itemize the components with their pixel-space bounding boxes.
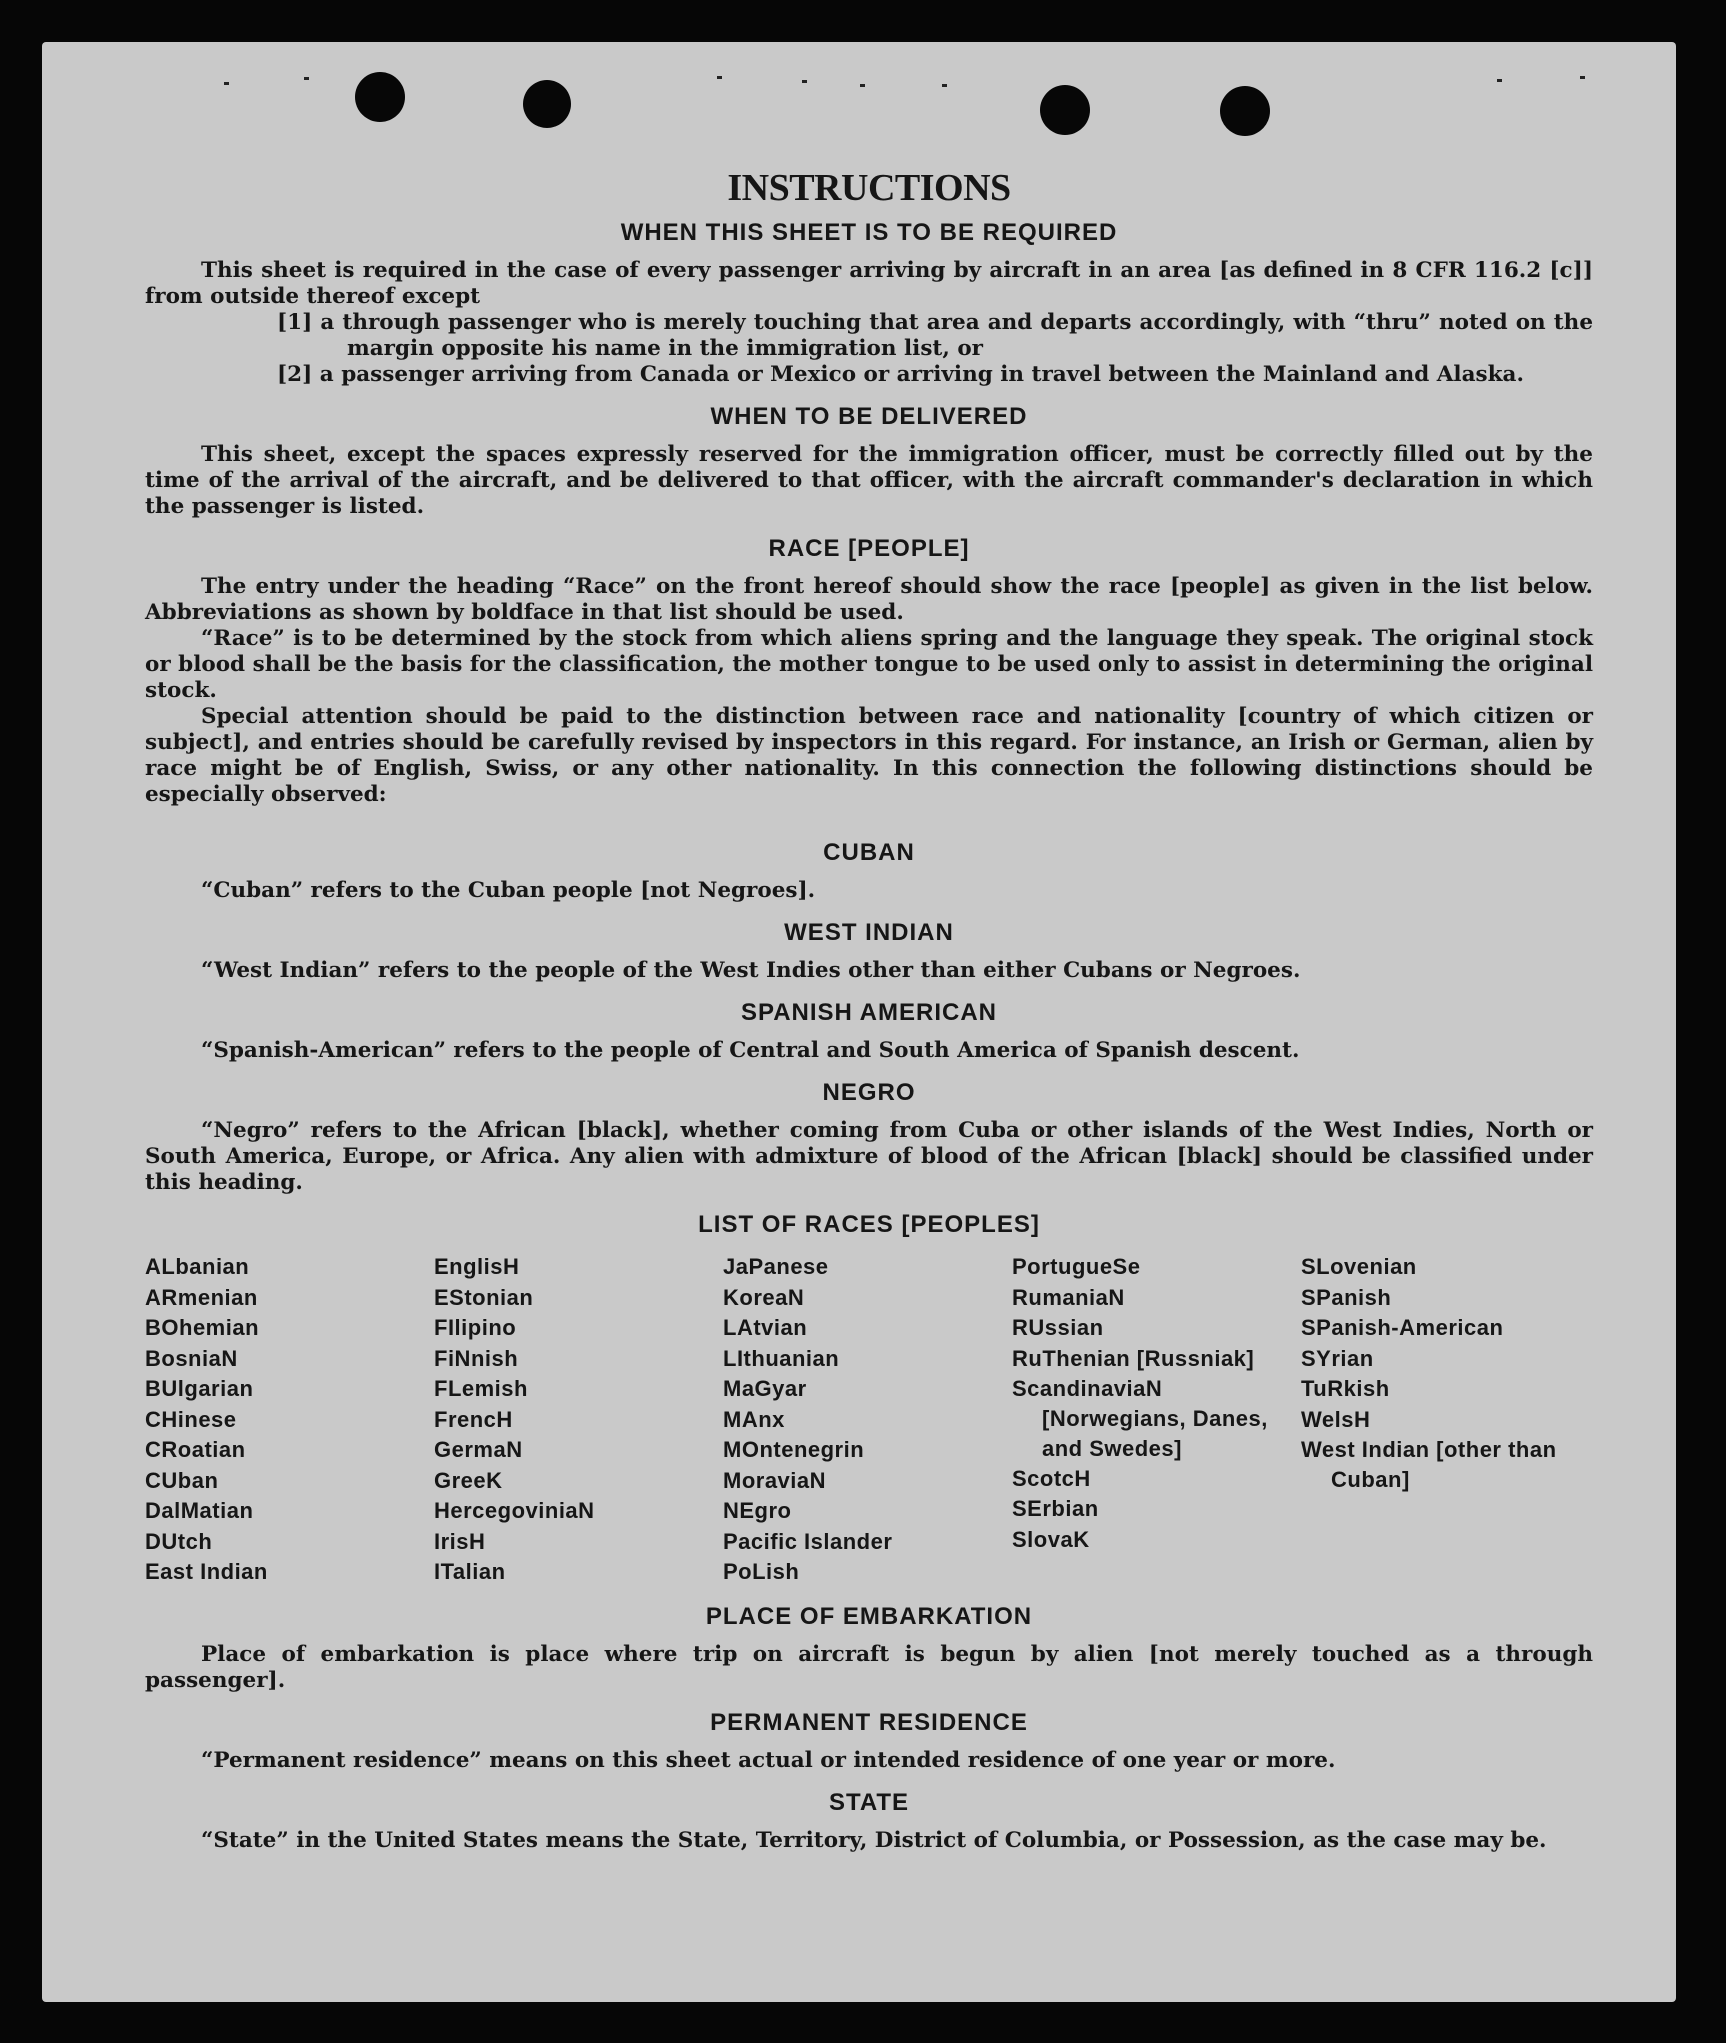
paragraph-cuban: “Cuban” refers to the Cuban people [not Negroes]. (201, 878, 816, 903)
race-item: West Indian [other than Cuban] (1301, 1437, 1557, 1492)
races-column (434, 1252, 723, 1588)
document-content (145, 130, 1593, 1854)
heading-race: RACE [PEOPLE] (768, 535, 970, 562)
heading-place-of-embarkation: PLACE OF EMBARKATION (705, 1602, 1033, 1630)
list-item-exception-1: [1] a through passenger who is merely touching that area and departs accordingly, with “thru” noted on the margin opposite his name in the immigration list, or (277, 310, 1593, 361)
paragraph-required-intro: This sheet is required in the case of every passenger arriving by aircraft in an area [as defined in 8 CFR 116.2 [c]] from outside thereof except (145, 258, 1593, 309)
speck-mark (802, 80, 807, 83)
punch-hole (1220, 86, 1270, 136)
races-column (723, 1252, 1012, 1588)
race-item: CRoatian (145, 1437, 246, 1462)
heading-spanish-american: SPANISH AMERICAN (740, 999, 997, 1026)
race-item: RUssian (1012, 1315, 1104, 1340)
race-item: EStonian (434, 1284, 534, 1310)
list-item-exception-2: [2] a passenger arriving from Canada or Mexico or arriving in travel between the Mainland and Alaska. (277, 362, 1524, 387)
race-item: Pacific Islander (723, 1528, 893, 1554)
heading-when-delivered: WHEN TO BE DELIVERED (710, 403, 1028, 430)
paragraph-race-2: “Race” is to be determined by the stock from which aliens spring and the language they speak. The original stock or blood shall be the basis for the classification, the mother tongue to be used only to assist in determining the original stock. (145, 626, 1593, 703)
race-item: PortugueSe (1012, 1254, 1141, 1279)
speck-mark (1580, 76, 1585, 79)
races-list (145, 1252, 1593, 1588)
paragraph-residence: “Permanent residence” means on this sheet actual or intended residence of one year or more. (201, 1747, 1336, 1773)
race-item: SPanish-American (1301, 1315, 1504, 1340)
paragraph-west-indian: “West Indian” refers to the people of the West Indies other than either Cubans or Negroes. (201, 958, 1301, 983)
race-item: NEgro (723, 1498, 792, 1523)
race-item: RumaniaN (1012, 1284, 1125, 1310)
race-item: ALbanian (145, 1254, 250, 1279)
heading-list-of-races: LIST OF RACES [PEOPLES] (698, 1211, 1040, 1238)
race-item: ITalian (434, 1559, 506, 1584)
speck-mark (717, 76, 722, 79)
race-item: JaPanese (723, 1254, 829, 1279)
paragraph-negro: “Negro” refers to the African [black], whether coming from Cuba or other islands of the West Indies, North or South America, Europe, or Africa. Any alien with admixture of blood of the African [black] should be classified under this heading. (145, 1118, 1593, 1195)
race-item: CUban (145, 1467, 219, 1493)
race-item: MoraviaN (723, 1467, 827, 1493)
race-item: RuThenian [Russniak] (1012, 1345, 1255, 1371)
race-item: SPanish (1301, 1284, 1392, 1310)
race-item: LIthuanian (723, 1345, 840, 1371)
race-item: IrisH (434, 1528, 486, 1554)
race-item: KoreaN (723, 1284, 805, 1310)
heading-west-indian: WEST INDIAN (784, 919, 954, 946)
race-item: SYrian (1301, 1345, 1374, 1371)
race-item: LAtvian (723, 1315, 808, 1340)
race-item: FIlipino (434, 1315, 517, 1340)
race-item: FiNnish (434, 1345, 519, 1371)
race-item: MaGyar (723, 1376, 807, 1401)
race-item: ScandinaviaN [Norwegians, Danes, and Swedes] (1012, 1375, 1268, 1461)
race-item: GreeK (434, 1467, 503, 1493)
heading-cuban: CUBAN (823, 839, 915, 866)
race-item: BOhemian (145, 1315, 260, 1340)
paragraph-embarkation: Place of embarkation is place where trip on aircraft is begun by alien [not merely touched as a through passenger]. (145, 1641, 1593, 1693)
heading-negro: NEGRO (822, 1079, 916, 1106)
races-column (1301, 1252, 1590, 1588)
races-column (145, 1252, 434, 1588)
race-item: MAnx (723, 1406, 785, 1432)
race-item: East Indian (145, 1559, 268, 1584)
speck-mark (860, 84, 865, 87)
heading-when-required: WHEN THIS SHEET IS TO BE REQUIRED (620, 219, 1118, 246)
race-item: CHinese (145, 1406, 237, 1432)
paragraph-spanish-american: “Spanish-American” refers to the people of Central and South America of Spanish descent. (201, 1038, 1300, 1063)
punch-hole (1040, 85, 1090, 135)
speck-mark (1497, 79, 1502, 82)
race-item: GermaN (434, 1437, 523, 1462)
punch-hole (523, 80, 571, 128)
punch-hole (355, 72, 405, 122)
race-item: PoLish (723, 1559, 800, 1584)
race-item: BUlgarian (145, 1376, 254, 1401)
paragraph-race-3: Special attention should be paid to the distinction between race and nationality [country of which citizen or subject], and entries should be carefully revised by inspectors in this regard. For instance, an Irish or German, alien by race might be of English, Swiss, or any other nationality. In this connection the following distinctions should be especially observed: (145, 704, 1593, 807)
race-item: ARmenian (145, 1284, 258, 1310)
race-item: ScotcH (1012, 1465, 1091, 1491)
race-item: BosniaN (145, 1345, 238, 1371)
race-item: TuRkish (1301, 1376, 1390, 1401)
race-item: HercegoviniaN (434, 1498, 595, 1523)
heading-permanent-residence: PERMANENT RESIDENCE (710, 1708, 1028, 1736)
races-column (1012, 1252, 1301, 1588)
speck-mark (942, 84, 947, 87)
race-item: WelsH (1301, 1406, 1371, 1432)
page-title: INSTRUCTIONS (727, 167, 1011, 209)
paragraph-race-1: The entry under the heading “Race” on the front hereof should show the race [people] as given in the list below. Abbreviations as shown by boldface in that list should be used. (145, 574, 1593, 625)
race-item: SErbian (1012, 1496, 1099, 1521)
paragraph-delivered: This sheet, except the spaces expressly reserved for the immigration officer, must be correctly filled out by the time of the arrival of the aircraft, and be delivered to that officer, with the aircraft commander's declaration in which the passenger is listed. (145, 442, 1593, 519)
document-sheet (42, 42, 1676, 2002)
heading-state: STATE (828, 1788, 910, 1816)
speck-mark (224, 82, 229, 85)
race-item: SlovaK (1012, 1526, 1090, 1552)
race-item: FLemish (434, 1376, 528, 1401)
race-item: MOntenegrin (723, 1437, 865, 1462)
speck-mark (304, 77, 309, 80)
race-item: FrencH (434, 1406, 513, 1432)
race-item: DUtch (145, 1528, 213, 1554)
paragraph-state: “State” in the United States means the State, Territory, District of Columbia, or Possession, as the case may be. (201, 1827, 1547, 1853)
race-item: EnglisH (434, 1254, 520, 1279)
race-item: SLovenian (1301, 1254, 1417, 1279)
race-item: DalMatian (145, 1498, 254, 1523)
